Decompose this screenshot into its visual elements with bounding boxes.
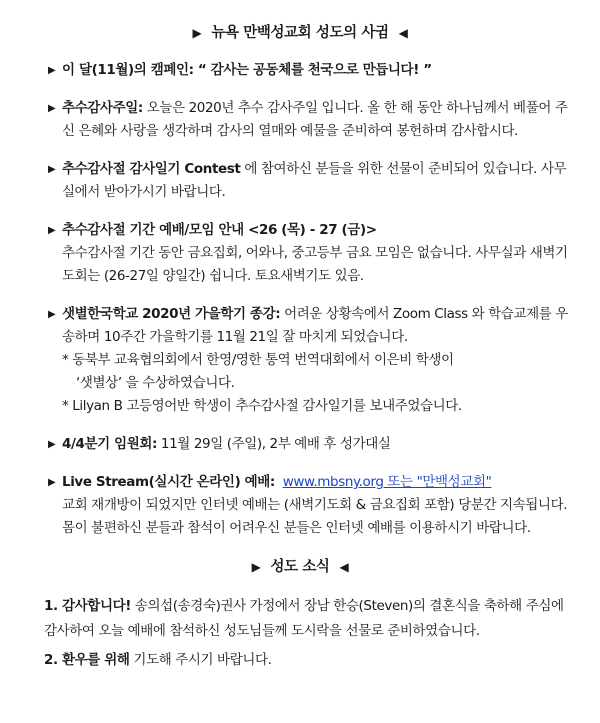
left-triangle-icon: ◀ <box>339 560 349 574</box>
announcement-text: 추수감사절 기간 동안 금요집회, 어와나, 중고등부 금요 모임은 없습니다. 사무실과 새벽기도회는 (26-27일 양일간) 쉽니다. 토요새벽기도 있음. <box>62 245 568 284</box>
news-item-text: 송의섭(송경숙)권사 가정에서 장남 한승(Steven)의 결혼식을 축하해 주심에 감사하여 오늘 예배에 참석하신 성도님들께 도시락을 선물로 준비하였습니다. <box>44 598 564 639</box>
bullet-icon: ▶ <box>48 309 56 320</box>
bullet-icon: ▶ <box>48 439 56 450</box>
announcement-thanksgiving-sunday <box>48 97 572 143</box>
news-item-text: 기도해 주시기 바랍니다. <box>129 652 272 668</box>
news-list <box>44 594 572 673</box>
bulletin-heading <box>28 22 572 44</box>
bullet-icon: ▶ <box>48 225 56 236</box>
announcement-label: 이 달(11월)의 캠페인: “ 감사는 공동체를 천국으로 만듭니다! ” <box>62 62 432 78</box>
news-title: 성도 소식 <box>270 559 330 575</box>
announcement-label: 추수감사절 감사일기 Contest <box>62 161 241 177</box>
page-title: 뉴욕 만백성교회 성도의 사귐 <box>211 25 389 41</box>
announcement-label: 샛별한국학교 2020년 가을학기 종강: <box>62 306 281 322</box>
announcement-label: Live Stream(실시간 온라인) 예배: <box>62 474 275 490</box>
announcement-text: 11월 29일 (주일), 2부 예배 후 성가대실 <box>157 436 391 452</box>
bullet-icon: ▶ <box>48 103 56 114</box>
announcement-label: 추수감사주일: <box>62 100 143 116</box>
announcement-text: 에 참여하신 분들을 위한 선물이 준비되어 있습니다. 사무실에서 받아가시기 바랍니다. <box>62 161 567 200</box>
news-item-thanks <box>44 594 572 644</box>
announcement-label: 추수감사절 기간 예배/모임 안내 <26 (목) - 27 (금)> <box>62 222 377 238</box>
school-note-1: * 동북부 교육협의회에서 한영/영한 통역 번역대회에서 이은비 학생이 <box>62 352 454 368</box>
news-heading <box>28 556 572 578</box>
announcement-live-stream <box>48 471 572 540</box>
announcement-board-meeting <box>48 433 572 456</box>
announcement-schedule <box>48 219 572 288</box>
announcement-diary-contest <box>48 158 572 204</box>
announcement-campaign <box>48 59 572 82</box>
announcement-korean-school <box>48 303 572 349</box>
website-link[interactable]: www.mbsny.org 또는 "만백성교회" <box>282 474 492 490</box>
announcement-text: 어려운 상황속에서 Zoom Class 와 학습교제를 우송하며 10주간 가을학기를 11월 21일 잘 마치게 되었습니다. <box>62 306 568 345</box>
school-note-1-cont: ‘샛별상’ 을 수상하였습니다. <box>76 375 235 391</box>
right-triangle-icon: ▶ <box>192 26 202 40</box>
news-item-label: 2. 환우를 위해 <box>44 652 130 668</box>
bullet-icon: ▶ <box>48 477 56 488</box>
bullet-icon: ▶ <box>48 65 56 76</box>
school-note-2: * Lilyan B 고등영어반 학생이 추수감사절 감사일기를 보내주었습니다. <box>62 398 462 414</box>
left-triangle-icon: ◀ <box>398 26 408 40</box>
announcement-text: 교회 재개방이 되었지만 인터넷 예배는 (새벽기도회 & 금요집회 포함) 당분간 지속됩니다. 몸이 불편하신 분들과 참석이 어려우신 분들은 인터넷 예배를 이용하시기 바랍니다. <box>62 497 568 536</box>
announcement-text: 오늘은 2020년 추수 감사주일 입니다. 올 한 해 동안 하나님께서 베풀어 주신 은혜와 사랑을 생각하며 감사의 열매와 예물을 준비하여 봉헌하며 감사합시다. <box>62 100 568 139</box>
news-item-label: 1. 감사합니다! <box>44 598 131 614</box>
bullet-icon: ▶ <box>48 164 56 175</box>
right-triangle-icon: ▶ <box>251 560 261 574</box>
news-item-prayer <box>44 648 572 673</box>
announcement-label: 4/4분기 임원회: <box>62 436 158 452</box>
